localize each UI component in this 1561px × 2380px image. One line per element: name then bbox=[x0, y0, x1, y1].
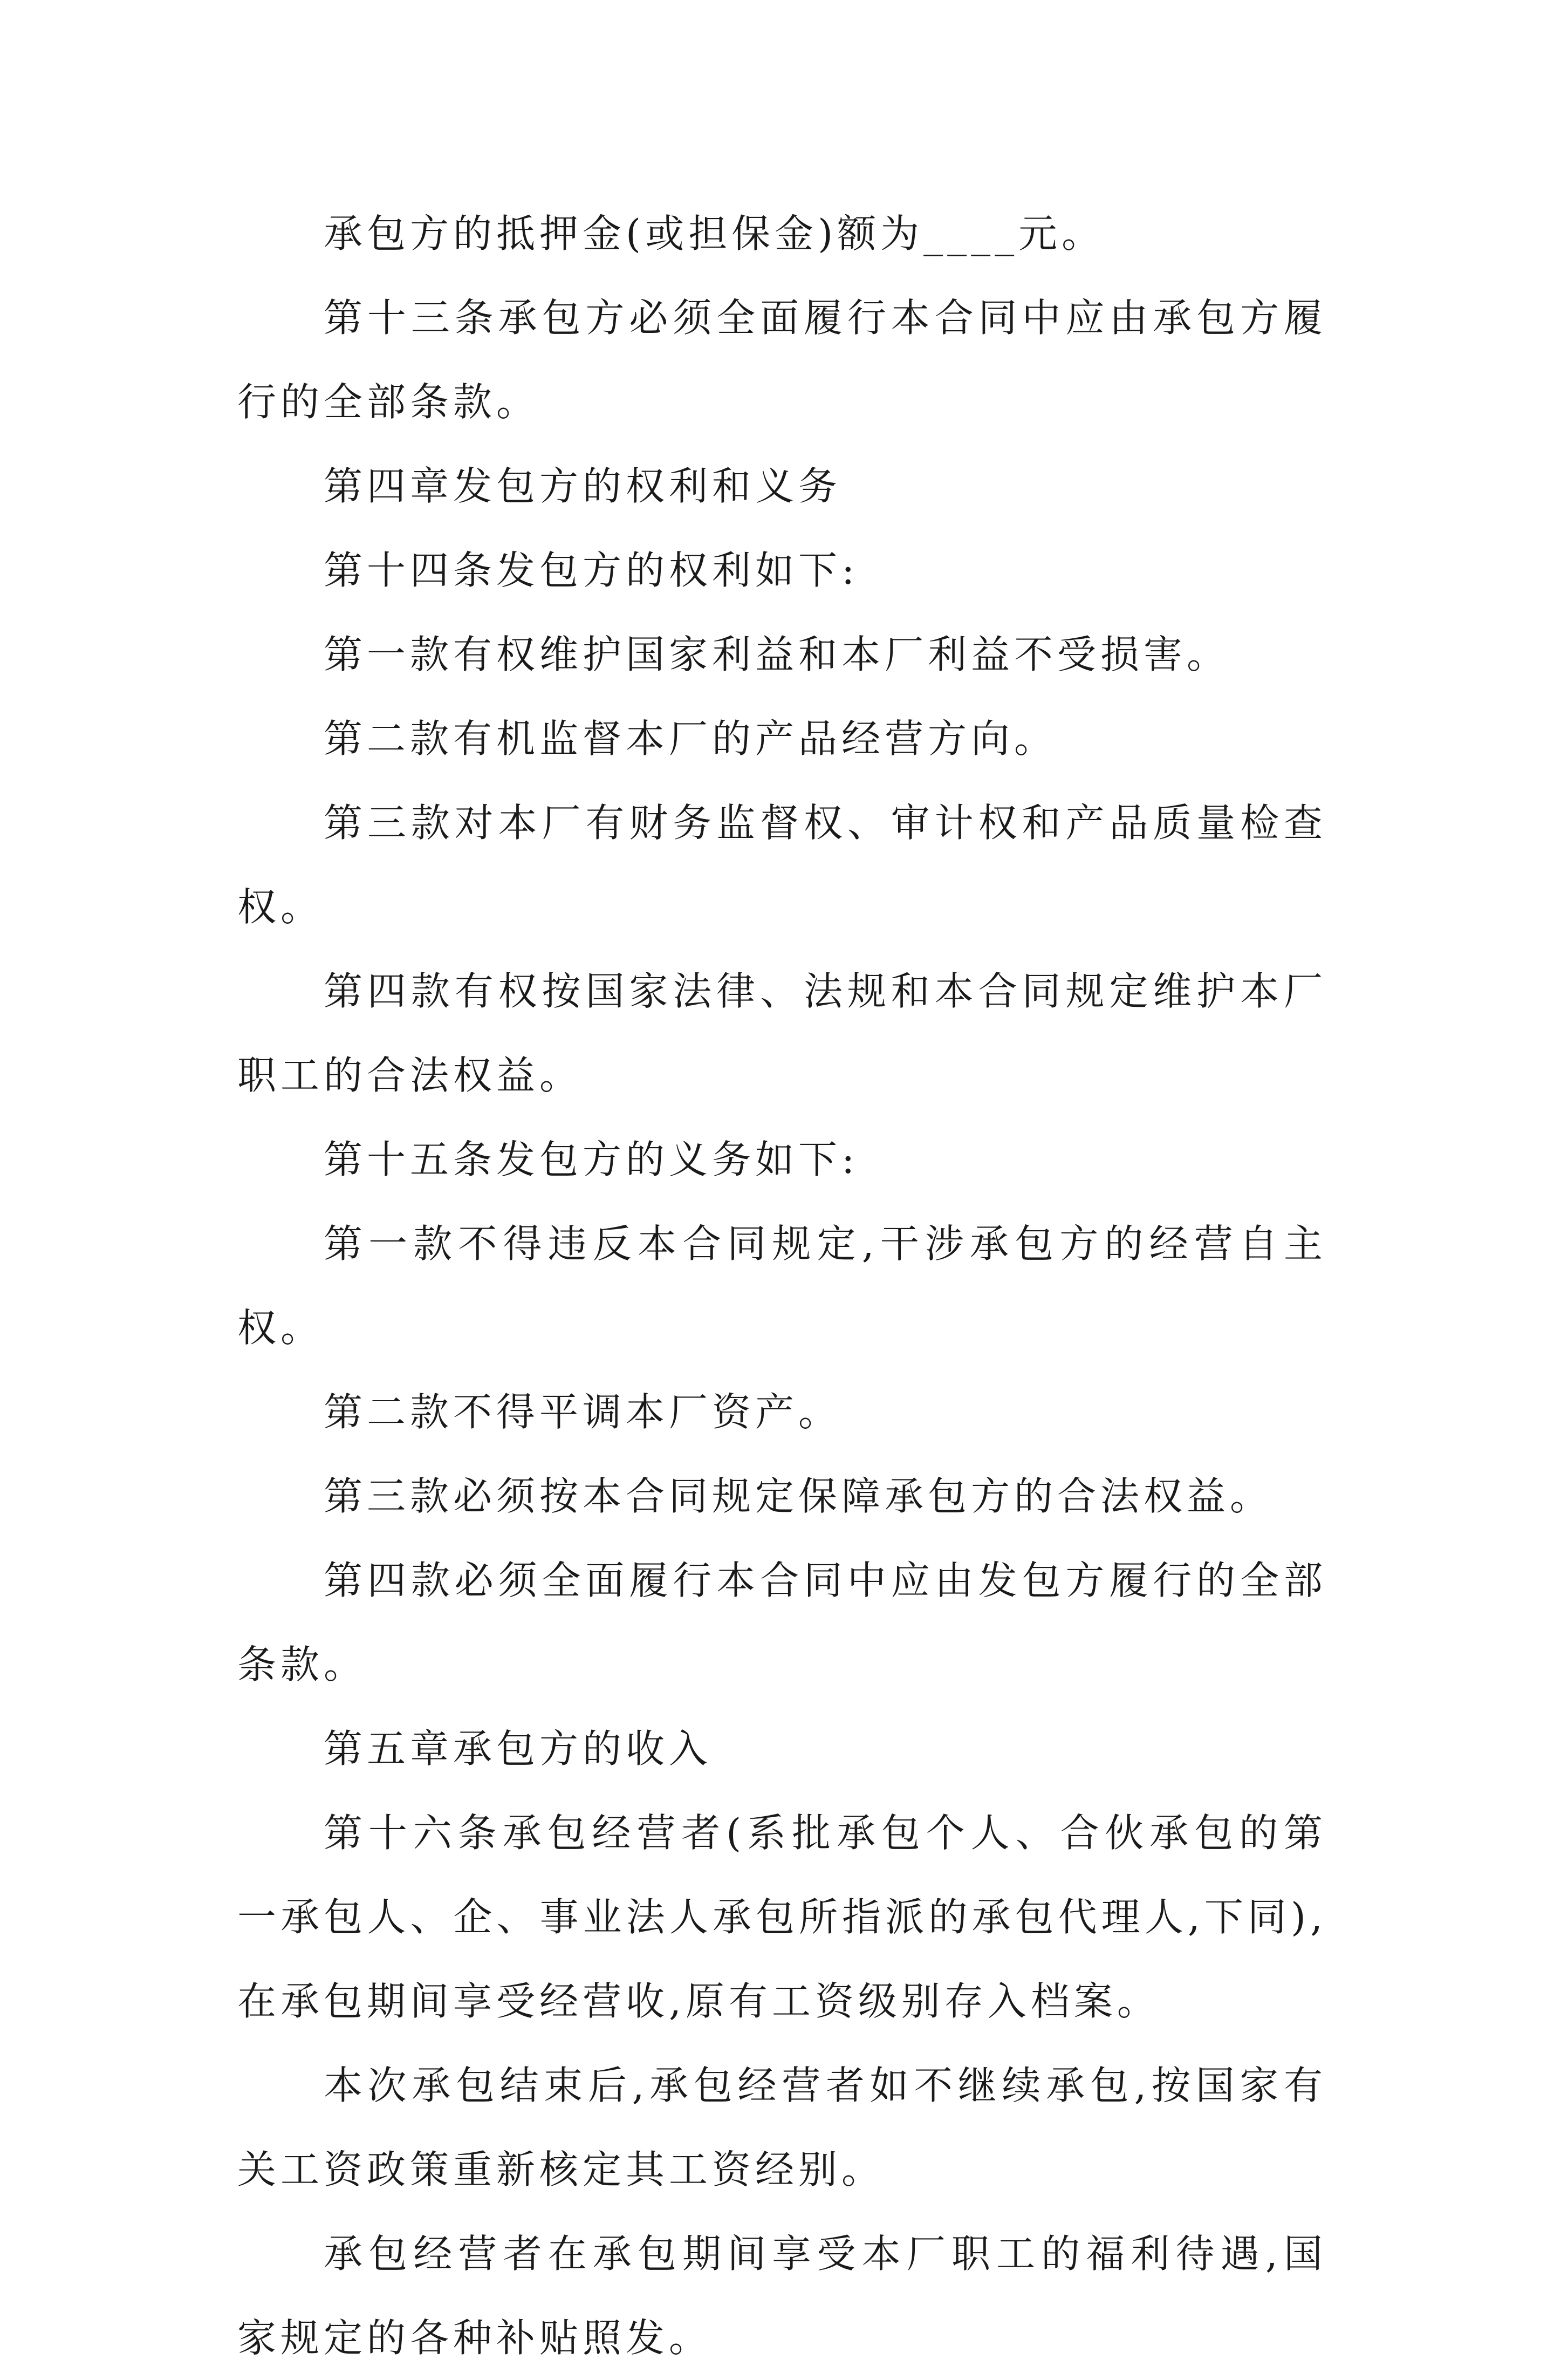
paragraph-article-15: 第十五条发包方的义务如下: bbox=[324, 1137, 859, 1182]
paragraph-article-14-clause-3: 第三款对本厂有财务监督权、审计权和产品质量检查权。 bbox=[237, 800, 1327, 930]
paragraph-article-15-clause-3: 第三款必须按本合同规定保障承包方的合法权益。 bbox=[324, 1474, 1274, 1519]
paragraph-article-15-clause-2: 第二款不得平调本厂资产。 bbox=[324, 1389, 842, 1435]
paragraph-article-13: 第十三条承包方必须全面履行本合同中应由承包方履行的全部条款。 bbox=[237, 295, 1327, 425]
paragraph-article-14-clause-2: 第二款有机监督本厂的产品经营方向。 bbox=[324, 716, 1058, 761]
contract-body bbox=[237, 192, 1327, 2380]
paragraph-article-14-clause-1: 第一款有权维护国家利益和本厂利益不受损害。 bbox=[324, 632, 1230, 677]
paragraph-deposit-amount: 承包方的抵押金(或担保金)额为____元。 bbox=[324, 211, 1105, 256]
paragraph-article-15-clause-1: 第一款不得违反本合同规定,干涉承包方的经营自主权。 bbox=[237, 1221, 1327, 1351]
paragraph-article-14-clause-4: 第四款有权按国家法律、法规和本合同规定维护本厂职工的合法权益。 bbox=[237, 969, 1327, 1098]
paragraph-article-14: 第十四条发包方的权利如下: bbox=[324, 548, 859, 593]
paragraph-article-15-clause-4: 第四款必须全面履行本合同中应由发包方履行的全部条款。 bbox=[237, 1558, 1327, 1687]
chapter-4-heading: 第四章发包方的权利和义务 bbox=[324, 463, 842, 509]
paragraph-benefits: 承包经营者在承包期间享受本厂职工的福利待遇,国家规定的各种补贴照发。 bbox=[237, 2231, 1327, 2361]
paragraph-article-16: 第十六条承包经营者(系批承包个人、合伙承包的第一承包人、企、事业法人承包所指派的承包代理人,下同),在承包期间享受经营收,原有工资级别存入档案。 bbox=[237, 1810, 1327, 2024]
paragraph-after-contract-wage: 本次承包结束后,承包经营者如不继续承包,按国家有关工资政策重新核定其工资经别。 bbox=[237, 2063, 1327, 2192]
chapter-5-heading: 第五章承包方的收入 bbox=[324, 1726, 713, 1771]
